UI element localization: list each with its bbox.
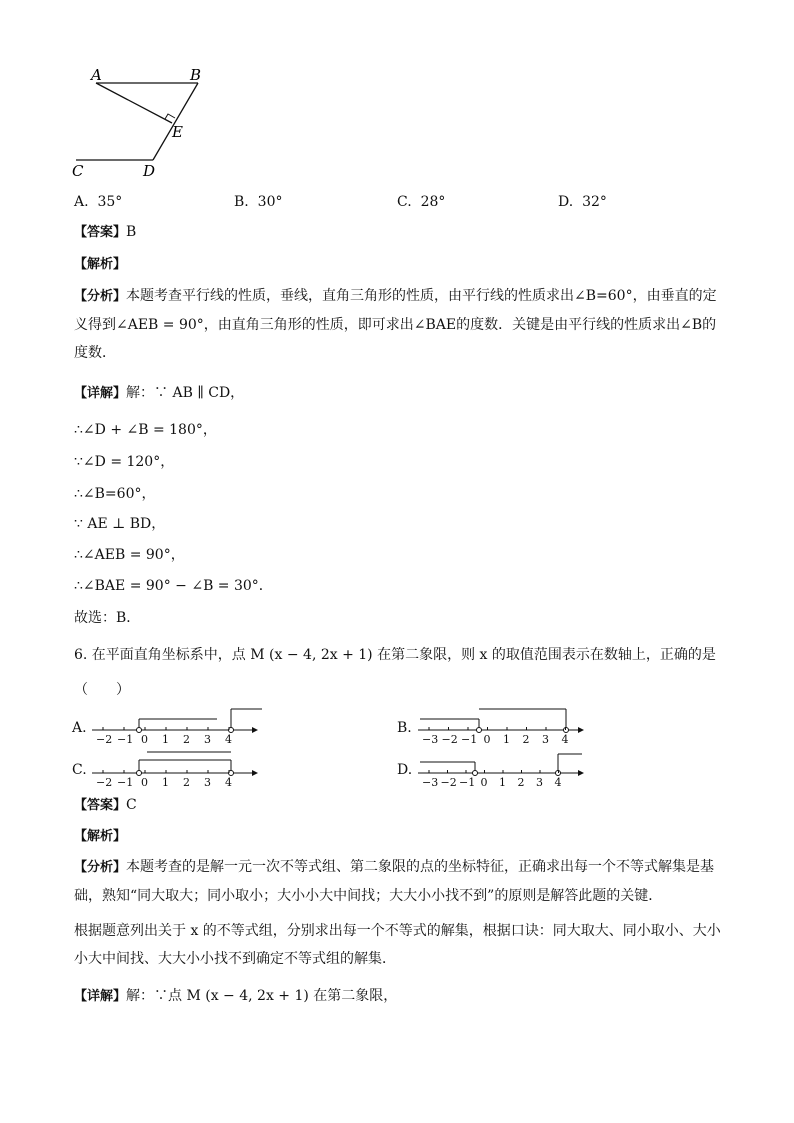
tick-label: −2 <box>440 776 457 789</box>
q5-analysis-heading <box>74 254 126 275</box>
q6-option-b-letter: B. <box>397 720 412 736</box>
tick-label: −1 <box>117 776 134 789</box>
q6-fenxi-2: 根据题意列出关于 x 的不等式组，分别求出每一个不等式的解集，根据口诀：同大取大、同小取小、大小小大中间找、大大小小找不到确定不等式组的解集． <box>74 923 721 967</box>
q5-option-a <box>74 192 122 212</box>
tick-label: 1 <box>162 733 169 746</box>
detail-intro: 解：∵点 M (x − 4, 2x + 1) 在第二象限， <box>126 988 398 1004</box>
tick-label: 1 <box>499 776 506 789</box>
answer-tag: 【答案】 <box>74 798 127 813</box>
tick-label: 4 <box>225 733 232 746</box>
q6-stem-paren: （ ） <box>74 682 130 698</box>
tick-label: 2 <box>517 776 525 789</box>
q5-step-2: ∵∠D = 120°， <box>74 454 175 470</box>
tick-label: −2 <box>96 733 113 746</box>
fenxi-tag: 【分析】 <box>74 289 127 304</box>
tick-label: 2 <box>183 733 190 746</box>
detail-intro: 解：∵ AB ∥ CD， <box>126 385 245 401</box>
analysis-tag: 【解析】 <box>74 829 127 844</box>
q5-step-1: ∴∠D + ∠B = 180°， <box>74 422 217 438</box>
analysis-tag: 【解析】 <box>74 257 127 272</box>
segment-bd <box>153 83 198 160</box>
q5-step-5: ∴∠AEB = 90°， <box>74 547 185 563</box>
tick-label: −1 <box>117 733 134 746</box>
q6-answer <box>74 795 137 816</box>
q5-step-6: ∴∠BAE = 90° − ∠B = 30°． <box>74 578 273 594</box>
q6-fenxi <box>74 853 722 910</box>
tick-label: 0 <box>483 733 491 746</box>
tick-label: 3 <box>204 733 211 746</box>
q5-choose: 故选：B． <box>74 610 141 626</box>
fenxi-text: 本题考查的是解一元一次不等式组、第二象限的点的坐标特征，正确求出每一个不等式解集是基础，熟知“同大取大；同小取小；大小小大中间找；大大小小找不到”的原则是解答此题的关键． <box>74 859 715 904</box>
tick-label: 4 <box>554 776 562 789</box>
label-e: E <box>172 123 183 141</box>
label-c: C <box>72 162 84 180</box>
option-letter: A. <box>74 194 89 210</box>
q5-detail <box>74 383 244 404</box>
q5-step-3: ∴∠B=60°， <box>74 486 156 502</box>
tick-label: 4 <box>225 776 232 789</box>
q6-detail <box>74 986 397 1007</box>
option-text: 30° <box>257 194 283 210</box>
tick-label: −1 <box>461 733 478 746</box>
option-letter: D. <box>558 194 574 210</box>
detail-tag: 【详解】 <box>74 386 127 401</box>
option-letter: B. <box>234 194 249 210</box>
tick-label: −1 <box>459 776 476 789</box>
q5-step-4: ∵ AE ⊥ BD， <box>74 516 166 532</box>
tick-label: 1 <box>162 776 169 789</box>
tick-label: 0 <box>141 733 148 746</box>
segment-ae <box>96 83 172 123</box>
q5-fenxi <box>74 282 722 367</box>
tick-label: 1 <box>503 733 510 746</box>
right-angle-mark <box>165 114 175 119</box>
option-text: 35° <box>97 194 123 210</box>
answer-value: B <box>126 224 137 240</box>
q6-stem: 6. 在平面直角坐标系中，点 M (x − 4, 2x + 1) 在第二象限，则 x 的取值范围表示在数轴上，正确的是 <box>74 647 716 663</box>
fenxi-tag: 【分析】 <box>74 860 127 875</box>
tick-label: 2 <box>183 776 190 789</box>
q5-answer <box>74 222 136 243</box>
detail-tag: 【详解】 <box>74 989 127 1004</box>
tick-label: −3 <box>422 733 439 746</box>
tick-label: 3 <box>204 776 211 789</box>
tick-label: 2 <box>522 733 530 746</box>
q6-option-c-letter: C. <box>72 762 87 778</box>
answer-value: C <box>126 797 137 813</box>
option-letter: C. <box>397 194 412 210</box>
q5-option-b <box>234 192 282 212</box>
geometry-figure <box>68 62 218 182</box>
tick-label: 0 <box>480 776 488 789</box>
fenxi-text: 本题考查平行线的性质，垂线，直角三角形的性质，由平行线的性质求出∠B=60°，由垂直的定义得到∠AEB = 90°，由直角三角形的性质，即可求出∠BAE的度数．关键是由平行线的性质求出∠B的度数． <box>74 288 717 361</box>
q6-analysis-heading <box>74 826 126 847</box>
q6-option-a-letter: A. <box>72 720 87 736</box>
tick-label: −2 <box>441 733 458 746</box>
q6-option-d-letter: D. <box>397 762 413 778</box>
q5-option-d <box>558 192 607 212</box>
tick-label: 3 <box>536 776 543 789</box>
tick-label: −2 <box>96 776 113 789</box>
answer-tag: 【答案】 <box>74 225 127 240</box>
tick-label: 4 <box>561 733 569 746</box>
label-a: A <box>91 66 102 84</box>
option-text: 32° <box>582 194 607 210</box>
option-text: 28° <box>420 194 446 210</box>
tick-label: −3 <box>422 776 439 789</box>
tick-label: 3 <box>542 733 549 746</box>
label-d: D <box>143 162 156 180</box>
tick-label: 0 <box>141 776 148 789</box>
label-b: B <box>190 66 202 84</box>
q5-option-c <box>397 192 445 212</box>
